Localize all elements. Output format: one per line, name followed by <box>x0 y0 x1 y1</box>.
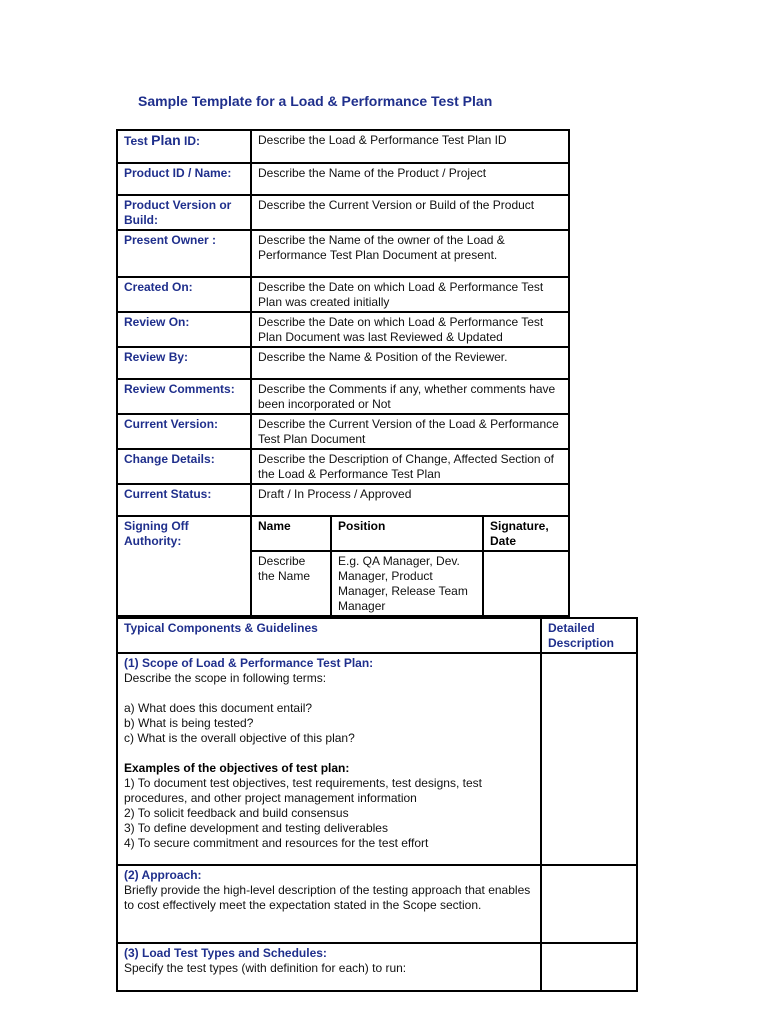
section-body: Briefly provide the high-level description of the testing approach that enables to cost effectively meet the expectation stated in the Scope section. <box>124 883 531 912</box>
signoff-header-name: Name <box>251 516 331 551</box>
page-title: Sample Template for a Load & Performance Test Plan <box>138 93 493 109</box>
list-item: 2) To solicit feedback and build consensus <box>124 806 349 820</box>
test-plan-info-table <box>116 129 570 617</box>
examples-title: Examples of the objectives of test plan: <box>124 761 350 775</box>
list-item: 4) To secure commitment and resources for the test effort <box>124 836 429 850</box>
section-intro: Describe the scope in following terms: <box>124 671 327 685</box>
approach-section <box>117 865 541 943</box>
field-label: Review Comments: <box>117 379 251 414</box>
field-value: Describe the Current Version or Build of the Product <box>251 195 569 230</box>
field-value: Describe the Name of the owner of the Load & Performance Test Plan Document at present. <box>251 230 569 277</box>
signoff-label: Signing Off Authority: <box>117 516 251 616</box>
table-row <box>117 163 569 195</box>
section-body: Specify the test types (with definition for each) to run: <box>124 961 407 975</box>
field-label: Created On: <box>117 277 251 312</box>
field-value: Describe the Load & Performance Test Plan ID <box>251 130 569 163</box>
list-item: 3) To define development and testing deliverables <box>124 821 388 835</box>
detailed-description-header: Detailed Description <box>541 618 637 653</box>
table-row <box>117 943 637 991</box>
field-value: Describe the Date on which Load & Performance Test Plan Document was last Reviewed & Updated <box>251 312 569 347</box>
field-label: Review By: <box>117 347 251 379</box>
field-label: Current Status: <box>117 484 251 516</box>
table-row <box>117 449 569 484</box>
table-row <box>117 516 569 551</box>
field-value: Describe the Description of Change, Affected Section of the Load & Performance Test Plan <box>251 449 569 484</box>
field-label: Change Details: <box>117 449 251 484</box>
list-item: c) What is the overall objective of this plan? <box>124 731 355 745</box>
guidelines-table <box>116 617 638 992</box>
table-row <box>117 653 637 865</box>
table-row <box>117 277 569 312</box>
field-value: Describe the Name of the Product / Project <box>251 163 569 195</box>
field-label: Review On: <box>117 312 251 347</box>
list-item: b) What is being tested? <box>124 716 254 730</box>
table-row <box>117 230 569 277</box>
field-value: Describe the Name & Position of the Reviewer. <box>251 347 569 379</box>
table-row <box>117 130 569 163</box>
description-cell <box>541 865 637 943</box>
field-value: Describe the Current Version of the Load & Performance Test Plan Document <box>251 414 569 449</box>
table-row <box>117 414 569 449</box>
field-label: Test Plan ID: <box>117 130 251 163</box>
signoff-header-position: Position <box>331 516 483 551</box>
section-title: (2) Approach: <box>124 868 202 882</box>
signoff-signature-value <box>483 551 569 616</box>
table-row <box>117 347 569 379</box>
section-title: (1) Scope of Load & Performance Test Plan: <box>124 656 374 670</box>
description-cell <box>541 653 637 865</box>
signoff-header-signature: Signature, Date <box>483 516 569 551</box>
section-title: (3) Load Test Types and Schedules: <box>124 946 327 960</box>
field-value: Describe the Comments if any, whether comments have been incorporated or Not <box>251 379 569 414</box>
scope-section <box>117 653 541 865</box>
test-types-section <box>117 943 541 991</box>
list-item: a) What does this document entail? <box>124 701 313 715</box>
list-item: 1) To document test objectives, test requirements, test designs, test procedures, and other project management information <box>124 776 482 805</box>
field-label: Present Owner : <box>117 230 251 277</box>
table-row <box>117 195 569 230</box>
field-label: Current Version: <box>117 414 251 449</box>
table-row <box>117 618 637 653</box>
guidelines-header: Typical Components & Guidelines <box>117 618 541 653</box>
table-row <box>117 865 637 943</box>
table-row <box>117 312 569 347</box>
field-value: Describe the Date on which Load & Performance Test Plan was created initially <box>251 277 569 312</box>
field-value: Draft / In Process / Approved <box>251 484 569 516</box>
signoff-name-value: Describe the Name <box>251 551 331 616</box>
description-cell <box>541 943 637 991</box>
table-row <box>117 484 569 516</box>
field-label: Product Version or Build: <box>117 195 251 230</box>
table-row <box>117 379 569 414</box>
field-label: Product ID / Name: <box>117 163 251 195</box>
signoff-position-value: E.g. QA Manager, Dev. Manager, Product Manager, Release Team Manager <box>331 551 483 616</box>
